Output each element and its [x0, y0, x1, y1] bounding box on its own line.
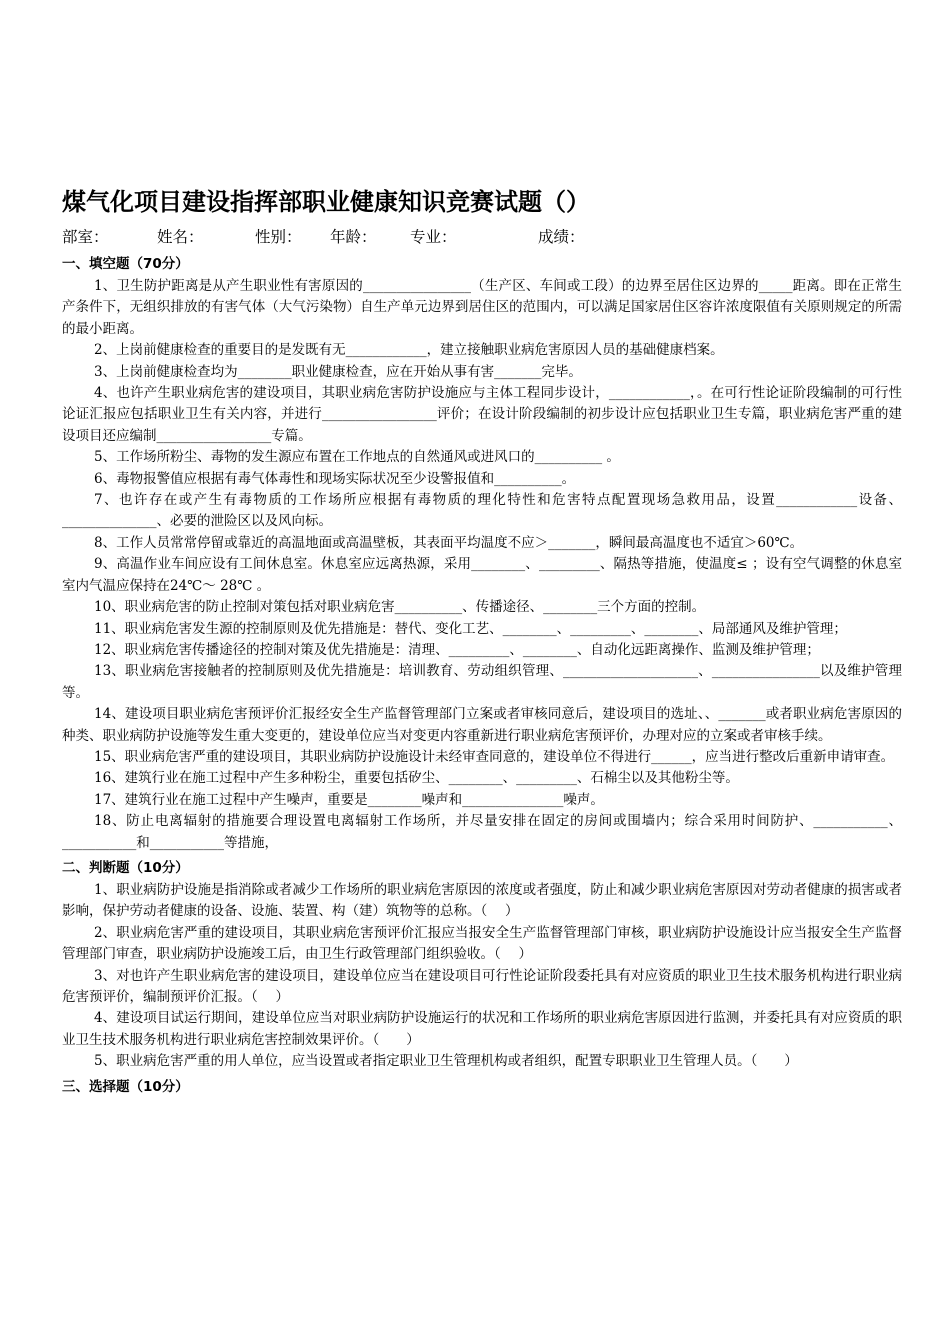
- question-item: 14、建设项目职业病危害预评价汇报经安全生产监督管理部门立案或者审核同意后，建设项目的选址、、_______或者职业病危害原因的种类、职业病防护设施等发生重大变更的，建设单位应当对变更内容重新进行职业病危害预评价，办理对应的立案或者审核手续。: [62, 706, 902, 744]
- info-field-age: 年龄：: [330, 228, 377, 246]
- question-item: 5、工作场所粉尘、毒物的发生源应布置在工作地点的自然通风或进风口的__________ 。: [94, 449, 620, 466]
- question-item: 2、职业病危害严重的建设项目，其职业病危害预评价汇报应当报安全生产监督管理部门审核，职业病防护设施设计应当报安全生产监督管理部门审查，职业病防护设施竣工后，由卫生行政管理部门组织验收。（ ）: [62, 924, 902, 963]
- question-item: 1、卫生防护距离是从产生职业性有害原因的________________（生产区、车间或工段）的边界至居住区边界的_____距离。即在正常生产条件下，无组织排放的有害气体（大气污染物）自生产单元边界到居住区的范围内，可以满足国家居住区容许浓度限值有关原则规定的所需的最小距离。: [62, 278, 902, 337]
- info-field-major: 专业：: [410, 228, 457, 246]
- exam-document: [62, 182, 902, 1099]
- question-item: 10、职业病危害的防止控制对策包括对职业病危害__________、传播途径、________三个方面的控制。: [94, 599, 706, 616]
- question-item: 2、上岗前健康检查的重要目的是发既有无____________，建立接触职业病危害原因人员的基础健康档案。: [94, 342, 724, 359]
- section-heading: 二、判断题（10分）: [62, 859, 189, 876]
- candidate-info-row: [62, 224, 902, 250]
- question-item: 6、毒物报警值应根据有毒气体毒性和现场实际状况至少设警报值和__________。: [94, 470, 576, 487]
- exam-sections: [62, 252, 902, 1099]
- question-item: 11、职业病危害发生源的控制原则及优先措施是：替代、变化工艺、________、_________、________、局部通风及维护管理；: [94, 620, 847, 637]
- question-item: 9、高温作业车间应设有工间休息室。休息室应远离热源，采用________、_________、隔热等措施，使温度≤ ；设有空气调整的休息室室内气温应保持在24℃～ 28℃ 。: [62, 556, 902, 594]
- question-item: 4、建设项目试运行期间，建设单位应当对职业病防护设施运行的状况和工作场所的职业病危害原因进行监测，并委托具有对应资质的职业卫生技术服务机构进行职业病危害控制效果评价。（ ）: [62, 1010, 902, 1048]
- info-field-name: 姓名：: [157, 228, 204, 246]
- question-item: 18、防止电离辐射的措施要合理设置电离辐射工作场所，并尽量安排在固定的房间或围墙内；综合采用时间防护、___________、___________和___________等措施，: [62, 813, 902, 851]
- question-item: 5、职业病危害严重的用人单位，应当设置或者指定职业卫生管理机构或者组织，配置专职职业卫生管理人员。（ ）: [94, 1053, 798, 1070]
- question-item: 4、也许产生职业病危害的建设项目，其职业病危害防护设施应与主体工程同步设计，____________，。在可行性论证阶段编制的可行性论证汇报应包括职业卫生有关内容，并进行_________________评价；在设计阶段编制的初步设计应包括职业卫生专篇，职业病危害严重的建设项目还应编制_________________专篇。: [62, 385, 902, 444]
- question-item: 1、职业病防护设施是指消除或者减少工作场所的职业病危害原因的浓度或者强度，防止和减少职业病危害原因对劳动者健康的损害或者影响，保护劳动者健康的设备、设施、装置、构（建）筑物等的总称。（ ）: [62, 881, 902, 920]
- question-item: 3、对也许产生职业病危害的建设项目，建设单位应当在建设项目可行性论证阶段委托具有对应资质的职业卫生技术服务机构进行职业病危害预评价，编制预评价汇报。（ ）: [62, 967, 902, 1005]
- exam-title: 煤气化项目建设指挥部职业健康知识竞赛试题（）: [62, 188, 590, 216]
- question-item: 12、职业病危害传播途径的控制对策及优先措施是：清理、_________、________、自动化远距离操作、监测及维护管理；: [94, 641, 820, 658]
- question-item: 16、建筑行业在施工过程中产生多种粉尘，重要包括矽尘、________、_________、石棉尘以及其他粉尘等。: [94, 770, 739, 787]
- question-item: 17、建筑行业在施工过程中产生噪声，重要是________噪声和_______________噪声。: [94, 791, 604, 808]
- info-field-gender: 性别：: [255, 228, 302, 246]
- info-field-score: 成绩：: [538, 228, 585, 246]
- question-item: 8、工作人员常常停留或靠近的高温地面或高温壁板，其表面平均温度不应＞_______，瞬间最高温度也不适宜＞60℃。: [94, 534, 804, 551]
- info-field-department: 部室：: [62, 228, 109, 246]
- question-item: 15、职业病危害严重的建设项目，其职业病防护设施设计未经审查同意的，建设单位不得进行______，应当进行整改后重新申请审查。: [94, 748, 895, 765]
- section-heading: 一、填空题（70分）: [62, 256, 189, 272]
- question-item: 7、也许存在或产生有毒物质的工作场所应根据有毒物质的理化特性和危害特点配置现场急救用品，设置____________设备、______________、必要的泄险区以及风向标。: [62, 492, 902, 530]
- question-item: 13、职业病危害接触者的控制原则及优先措施是：培训教育、劳动组织管理、____________________、________________以及维护管理等。: [62, 663, 902, 701]
- question-item: 3、上岗前健康检查均为________职业健康检查，应在开始从事有害_______完毕。: [94, 363, 582, 380]
- section-heading: 三、选择题（10分）: [62, 1078, 189, 1095]
